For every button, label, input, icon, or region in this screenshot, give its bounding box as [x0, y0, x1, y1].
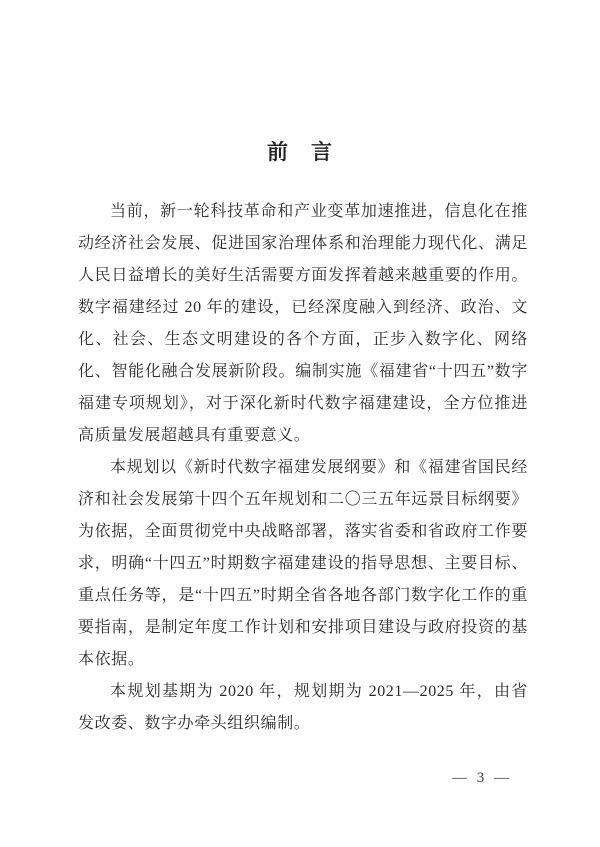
page-number: — 3 —	[452, 770, 512, 786]
paragraph-3: 本规划基期为 2020 年，规划期为 2021—2025 年，由省发改委、数字办牵头组织编制。	[78, 683, 528, 732]
paragraph-2: 本规划以《新时代数字福建发展纲要》和《福建省国民经济和社会发展第十四个五年规划和二〇三五年远景目标纲要》为依据，全面贯彻党中央战略部署，落实省委和省政府工作要求，明确“十四五”时期数字福建建设的指导思想、主要目标、重点任务等，是“十四五”时期全省各地各部门数字化工作的重要指南，是制定年度工作计划和安排项目建设与政府投资的基本依据。	[78, 459, 528, 668]
page-title: 前 言	[267, 140, 333, 164]
document-body	[78, 196, 528, 740]
paragraph-1: 当前，新一轮科技革命和产业变革加速推进，信息化在推动经济社会发展、促进国家治理体系和治理能力现代化、满足人民日益增长的美好生活需要方面发挥着越来越重要的作用。数字福建经过 20 年的建设，已经深度融入到经济、政治、文化、社会、生态文明建设的各个方面，正步入数字化、网络化、智能化融合发展新阶段。编制实施《福建省“十四五”数字福建专项规划》，对于深化新时代数字福建建设，全方位推进高质量发展超越具有重要意义。	[78, 203, 528, 444]
